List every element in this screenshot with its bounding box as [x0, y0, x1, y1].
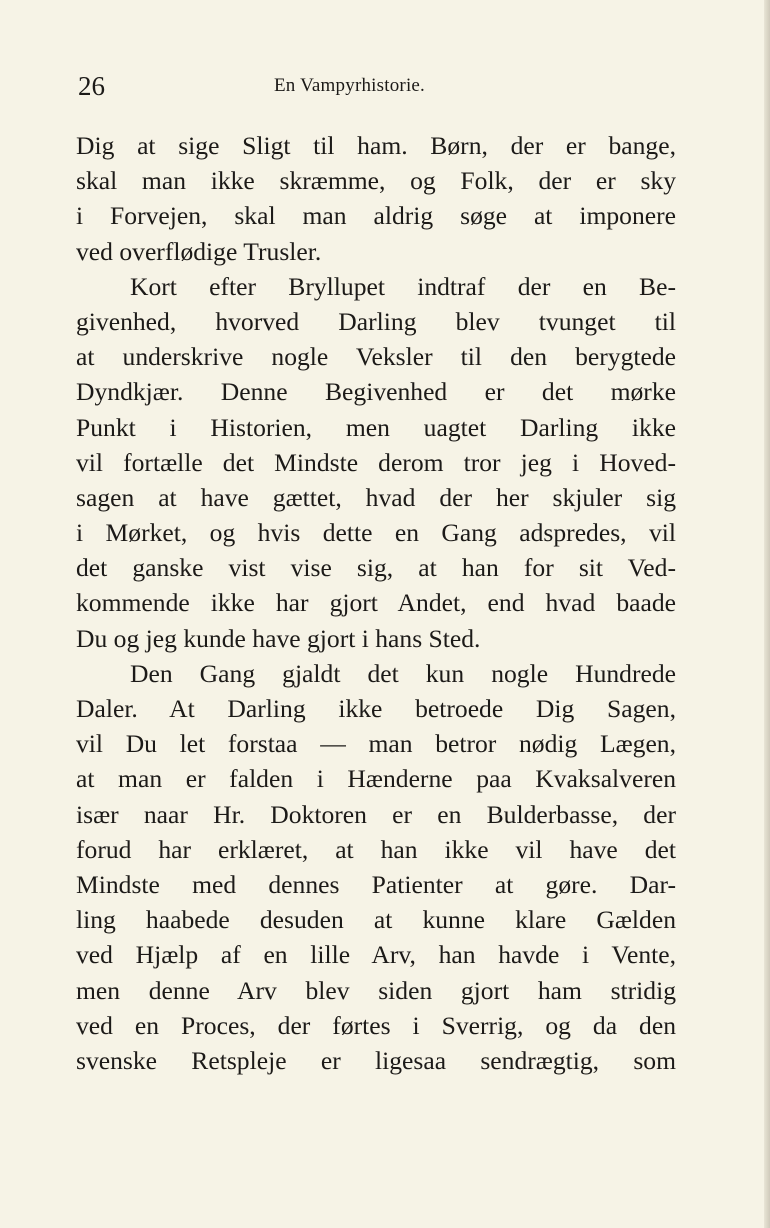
text-line: forud har erklæret, at han ikke vil have det [76, 834, 676, 864]
text-line: især naar Hr. Doktoren er en Bulderbasse, der [76, 799, 676, 829]
text-line: Den Gang gjaldt det kun nogle Hundrede [130, 658, 676, 688]
text-line: skal man ikke skræmme, og Folk, der er sky [76, 166, 676, 196]
text-line: givenhed, hvorved Darling blev tvunget til [76, 306, 676, 336]
text-line: ved en Proces, der førtes i Sverrig, og da den [76, 1010, 676, 1040]
text-line: vil fortælle det Mindste derom tror jeg i Hoved- [76, 447, 676, 477]
text-line: Kort efter Bryllupet indtraf der en Be- [130, 271, 676, 301]
text-line: Daler. At Darling ikke betroede Dig Sagen, [76, 694, 676, 723]
text-line: det ganske vist vise sig, at han for sit Ved- [76, 553, 676, 583]
text-line: sagen at have gættet, hvad der her skjuler sig [76, 482, 676, 512]
text-line: ved overflødige Trusler. [76, 236, 322, 266]
text-line: Dyndkjær. Denne Begivenhed er det mørke [76, 377, 676, 407]
page-number: 26 [78, 71, 105, 101]
body-text [76, 128, 676, 1078]
text-line: i Forvejen, skal man aldrig søge at imponere [76, 201, 676, 231]
text-line: vil Du let forstaa — man betror nødig Lægen, [76, 729, 676, 759]
running-title: En Vampyrhistorie. [274, 75, 426, 96]
text-line: Punkt i Historien, men uagtet Darling ikke [76, 412, 676, 442]
text-line: Du og jeg kunde have gjort i hans Sted. [76, 623, 481, 653]
page-edge [764, 0, 770, 1228]
text-line: at man er falden i Hænderne paa Kvaksalveren [76, 764, 676, 794]
text-line: svenske Retspleje er ligesaa sendrægtig, som [76, 1045, 676, 1075]
text-line: men denne Arv blev siden gjort ham stridig [76, 975, 676, 1005]
running-header [78, 70, 678, 102]
text-line: i Mørket, og hvis dette en Gang adspredes, vil [76, 518, 676, 548]
text-line: Dig at sige Sligt til ham. Børn, der er bange, [76, 131, 676, 160]
text-line: ved Hjælp af en lille Arv, han havde i Vente, [76, 940, 676, 970]
text-line: kommende ikke har gjort Andet, end hvad baade [76, 588, 676, 618]
text-line: Mindste med dennes Patienter at gøre. Dar- [76, 869, 676, 899]
text-line: ling haabede desuden at kunne klare Gælden [76, 905, 676, 935]
text-line: at underskrive nogle Veksler til den berygtede [76, 342, 676, 372]
